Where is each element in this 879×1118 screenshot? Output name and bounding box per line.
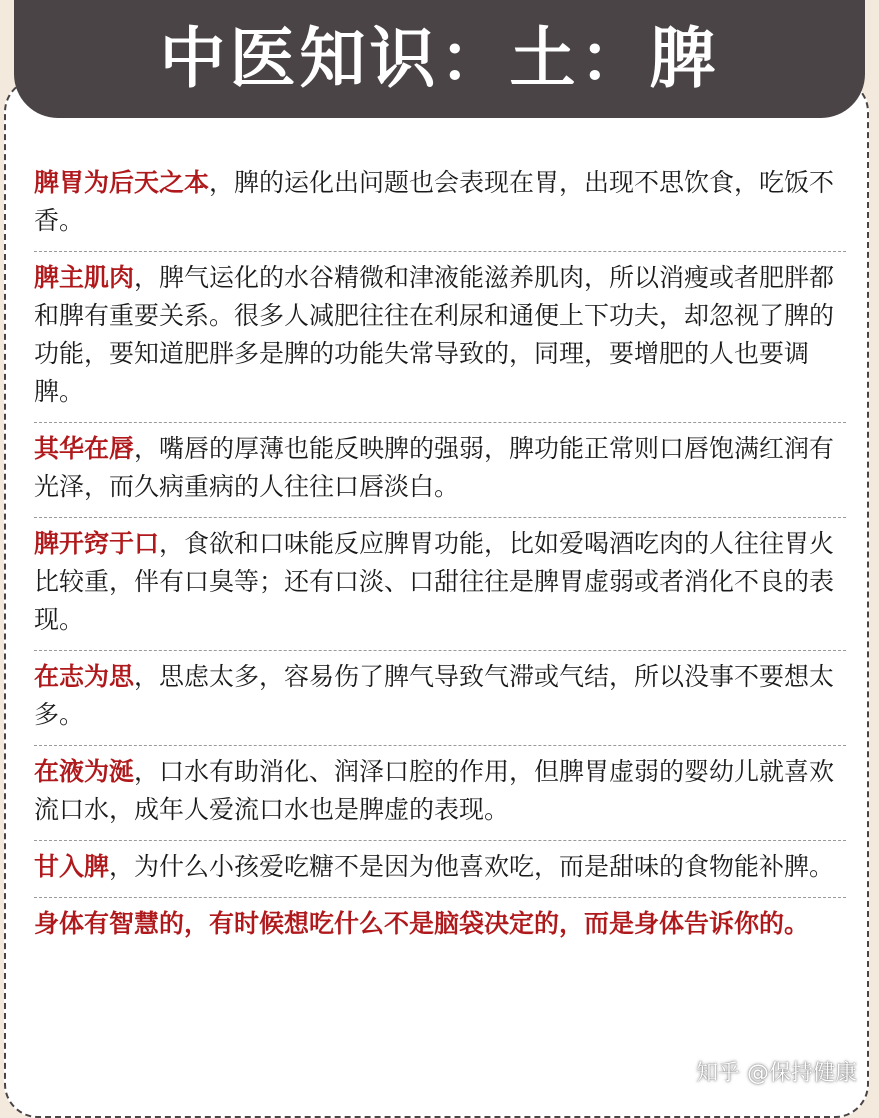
title-banner bbox=[14, 0, 865, 118]
item-keyword: 甘入脾 bbox=[34, 852, 110, 881]
list-item bbox=[34, 158, 846, 252]
watermark: 知乎 @保持健康 bbox=[696, 1061, 857, 1086]
item-keyword: 脾开窍于口 bbox=[34, 529, 160, 558]
item-text: ，脾气运化的水谷精微和津液能滋养肌肉，所以消瘦或者肥胖都和脾有重要关系。很多人减肥往往在利尿和通便上下功夫，却忽视了脾的功能，要知道肥胖多是脾的功能失常导致的，同理，要增肥的人也要调脾。 bbox=[34, 263, 835, 406]
item-text: ，为什么小孩爱吃糖不是因为他喜欢吃，而是甜味的食物能补脾。 bbox=[109, 852, 835, 881]
list-item bbox=[34, 423, 846, 518]
list-item bbox=[34, 518, 846, 651]
item-text: ，口水有助消化、润泽口腔的作用，但脾胃虚弱的婴幼儿就喜欢流口水，成年人爱流口水也是脾虚的表现。 bbox=[34, 757, 835, 824]
item-text: ，脾的运化出问题也会表现在胃，出现不思饮食，吃饭不香。 bbox=[34, 168, 835, 235]
list-item bbox=[34, 746, 846, 841]
item-keyword: 在液为涎 bbox=[34, 757, 135, 786]
knowledge-list bbox=[34, 158, 846, 954]
list-item bbox=[34, 841, 846, 898]
page-title: 中医知识：土：脾 bbox=[159, 20, 720, 97]
list-item bbox=[34, 252, 846, 423]
list-item bbox=[34, 651, 846, 746]
item-keyword: 在志为思 bbox=[34, 662, 135, 691]
item-text: ，嘴唇的厚薄也能反映脾的强弱，脾功能正常则口唇饱满红润有光泽，而久病重病的人往往口唇淡白。 bbox=[34, 434, 835, 501]
item-keyword: 脾主肌肉 bbox=[34, 263, 135, 292]
item-text: ，食欲和口味能反应脾胃功能，比如爱喝酒吃肉的人往往胃火比较重，伴有口臭等；还有口淡、口甜往往是脾胃虚弱或者消化不良的表现。 bbox=[34, 529, 835, 634]
closing-statement bbox=[34, 898, 846, 954]
item-text: ，思虑太多，容易伤了脾气导致气滞或气结，所以没事不要想太多。 bbox=[34, 662, 835, 729]
closing-text: 身体有智慧的，有时候想吃什么不是脑袋决定的，而是身体告诉你的。 bbox=[34, 909, 810, 938]
item-keyword: 其华在唇 bbox=[34, 434, 135, 463]
item-keyword: 脾胃为后天之本 bbox=[34, 168, 210, 197]
